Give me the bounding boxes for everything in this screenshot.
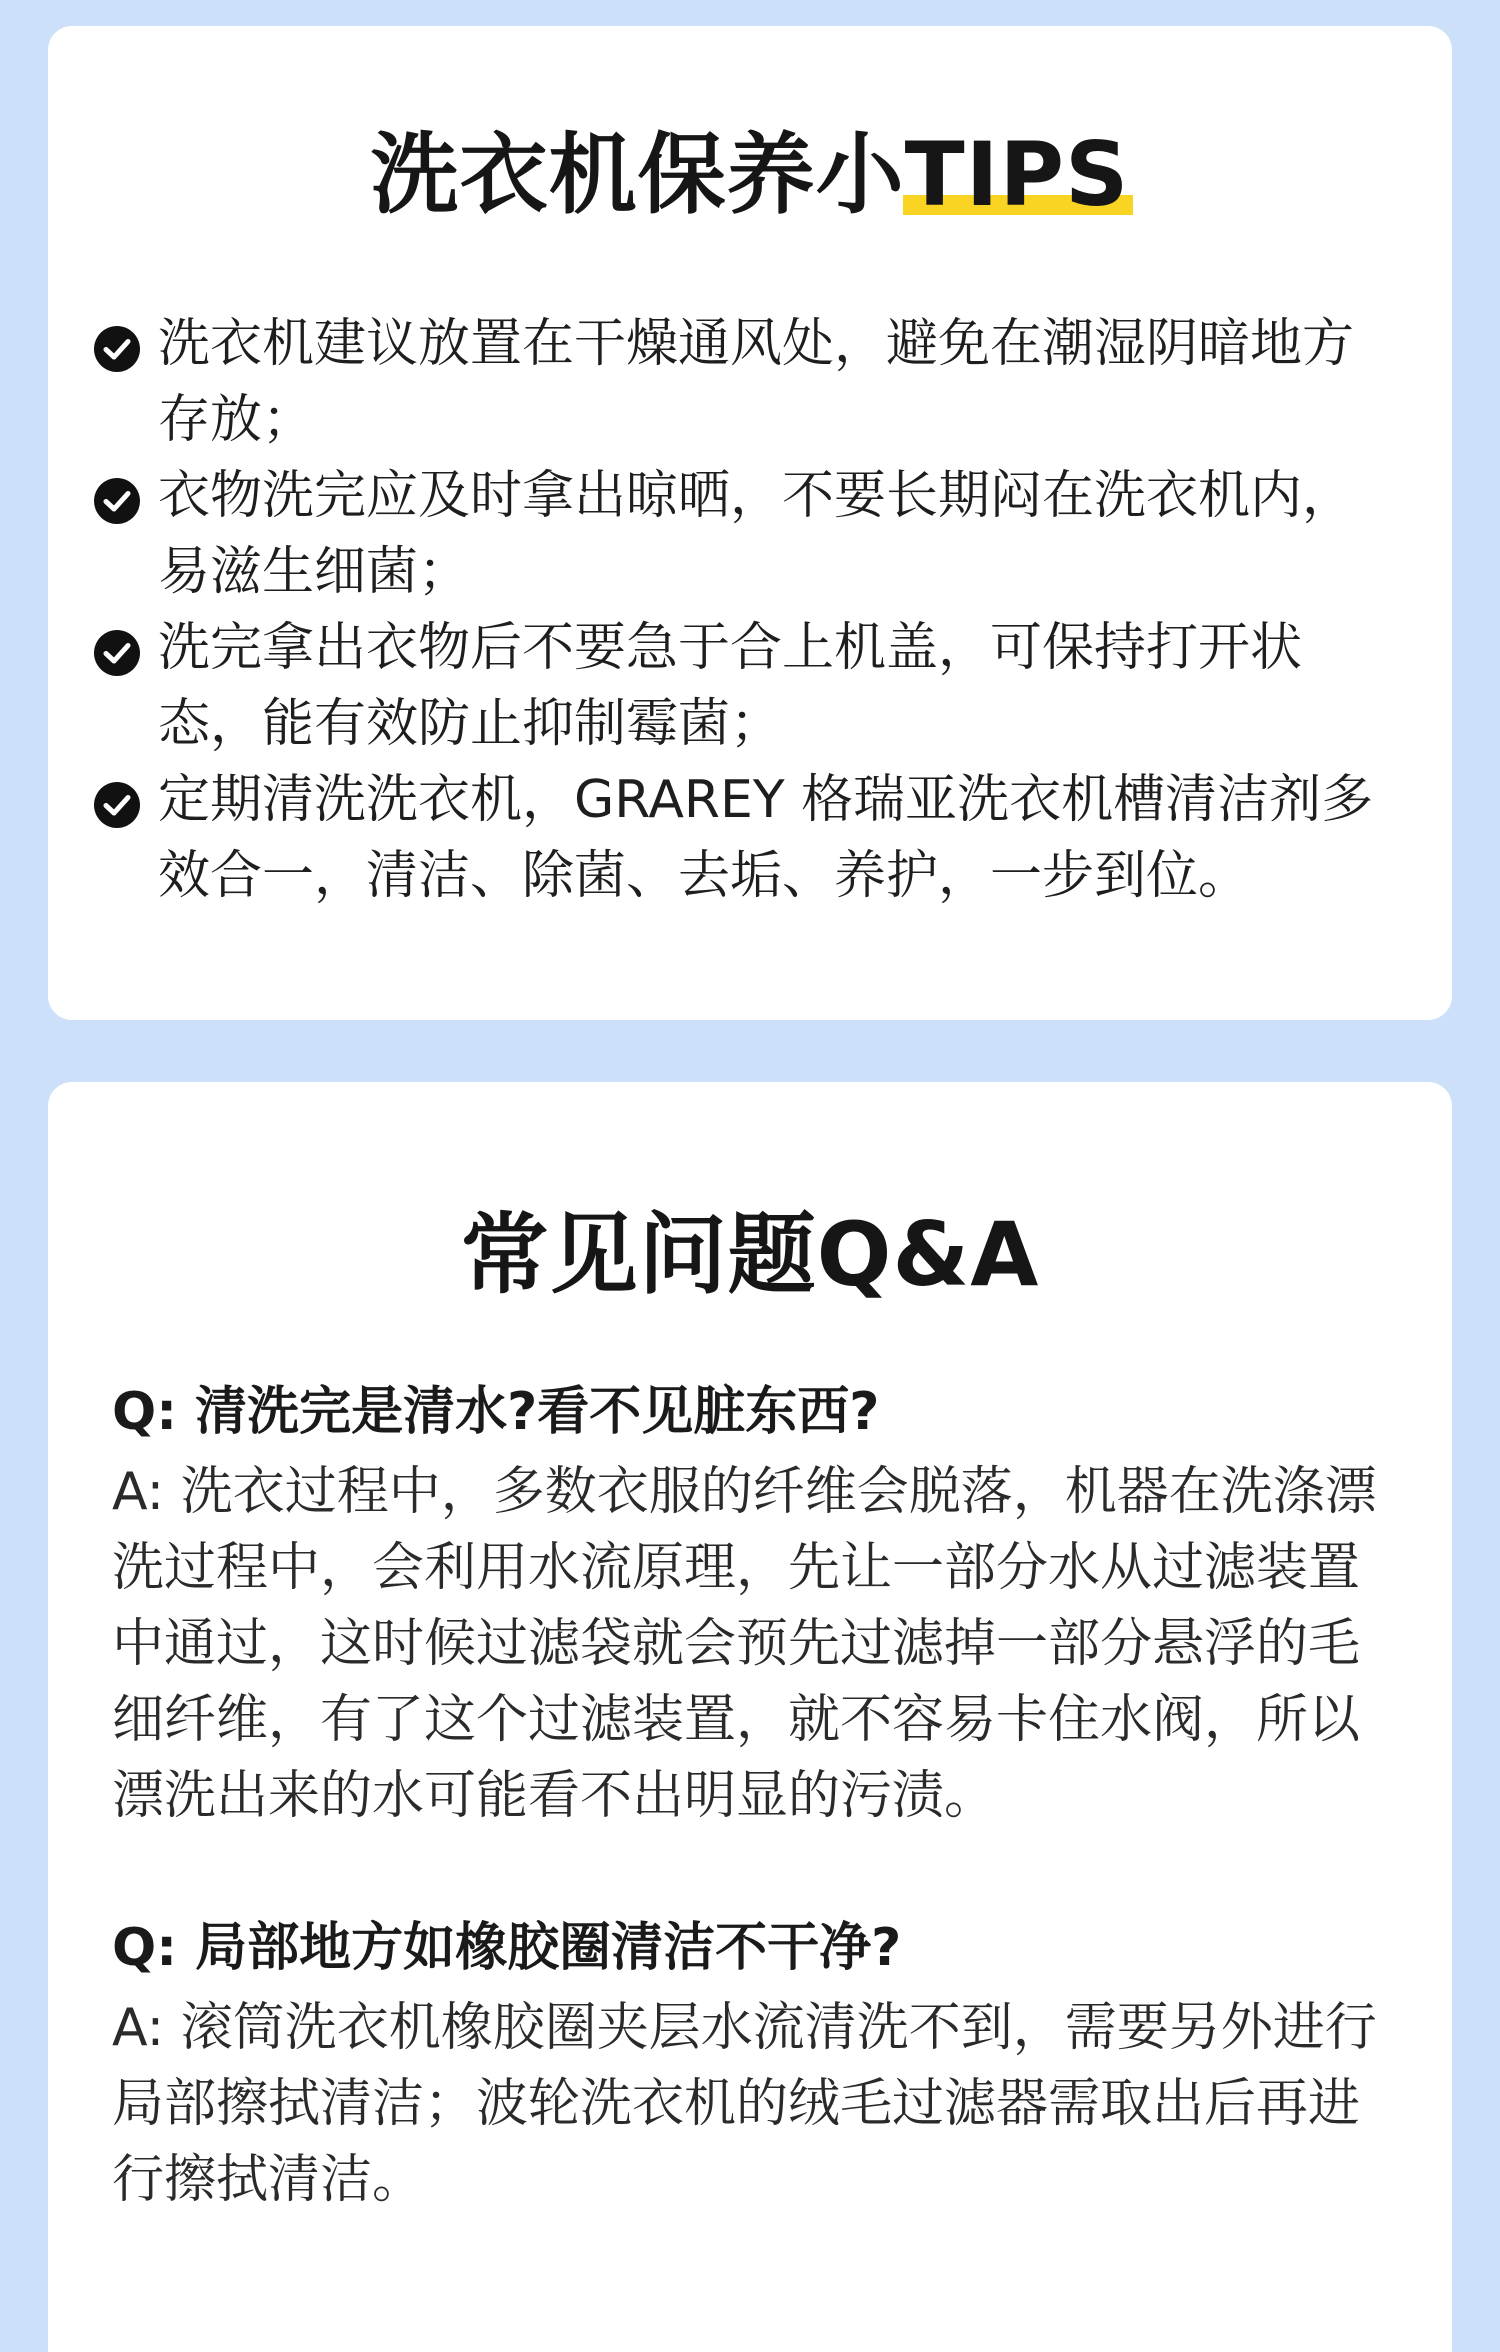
check-circle-icon bbox=[94, 478, 140, 524]
tip-item bbox=[94, 306, 1404, 458]
tip-text: 洗完拿出衣物后不要急于合上机盖，可保持打开状态，能有效防止抑制霉菌； bbox=[158, 618, 1303, 754]
qa-item bbox=[112, 1910, 1402, 2218]
tip-item bbox=[94, 458, 1404, 610]
tips-list bbox=[94, 306, 1404, 914]
qa-question: Q: 清洗完是清水?看不见脏东西? bbox=[112, 1382, 880, 1442]
qa-item bbox=[112, 1374, 1402, 1834]
qa-question: Q: 局部地方如橡胶圈清洁不干净? bbox=[112, 1918, 902, 1978]
qa-title: 常见问题Q&A bbox=[460, 1203, 1040, 1306]
qa-answer: A: 滚筒洗衣机橡胶圈夹层水流清洗不到，需要另外进行局部擦拭清洁；波轮洗衣机的绒毛过滤器需取出后再进行擦拭清洁。 bbox=[112, 1998, 1377, 2210]
tip-text: 洗衣机建议放置在干燥通风处，避免在潮湿阴暗地方存放； bbox=[158, 314, 1355, 450]
tip-text: 定期清洗洗衣机，GRAREY 格瑞亚洗衣机槽清洁剂多效合一，清洁、除菌、去垢、养护，一步到位。 bbox=[158, 770, 1374, 906]
tips-title-highlight: TIPS bbox=[904, 123, 1130, 226]
tips-title bbox=[0, 125, 1500, 225]
tip-item bbox=[94, 610, 1404, 762]
check-circle-icon bbox=[94, 326, 140, 372]
tip-text: 衣物洗完应及时拿出晾晒，不要长期闷在洗衣机内，易滋生细菌； bbox=[158, 466, 1355, 602]
tips-title-main: 洗衣机保养小 bbox=[370, 123, 905, 226]
tip-item bbox=[94, 762, 1404, 914]
check-circle-icon bbox=[94, 782, 140, 828]
check-circle-icon bbox=[94, 630, 140, 676]
qa-answer: A: 洗衣过程中，多数衣服的纤维会脱落，机器在洗涤漂洗过程中，会利用水流原理，先让一部分水从过滤装置中通过，这时候过滤袋就会预先过滤掉一部分悬浮的毛细纤维，有了这个过滤装置，就不容易卡住水阀，所以漂洗出来的水可能看不出明显的污渍。 bbox=[112, 1462, 1377, 1826]
